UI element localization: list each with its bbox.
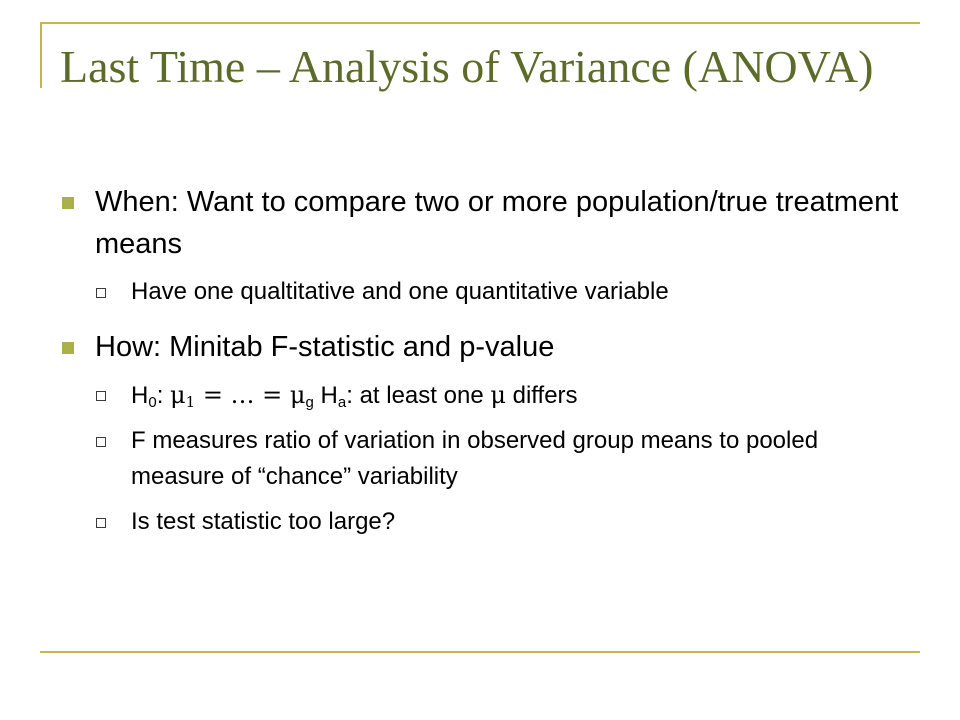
square-bullet-icon: [62, 342, 74, 354]
null-hypothesis: [131, 382, 314, 409]
mu-g-subscript: g: [305, 394, 314, 411]
hollow-square-bullet-icon: [96, 288, 106, 298]
sub-bullet-hypotheses: [58, 377, 908, 414]
slide-content: [58, 181, 908, 540]
h0-letter: H: [131, 382, 149, 409]
slide-title: Last Time – Analysis of Variance (ANOVA): [60, 41, 874, 92]
ha-text: : at least one: [346, 382, 491, 409]
ha-subscript: a: [337, 394, 347, 411]
bullet-when: [58, 181, 908, 265]
mu-symbol: μ: [490, 381, 506, 409]
differs-text: differs: [505, 382, 578, 409]
mu-1-symbol: μ: [170, 381, 186, 409]
sub-bullet-f-measures: [58, 423, 908, 495]
ha-letter: H: [320, 382, 338, 409]
sub-bullet-variables: [58, 274, 908, 310]
hollow-square-bullet-icon: [96, 518, 106, 528]
alternative-hypothesis: [321, 382, 578, 409]
sub-bullet-f-measures-text: F measures ratio of variation in observed group means to pooled measure of “chance” variability: [131, 427, 819, 490]
bullet-how-text: How: Minitab F-statistic and p-value: [95, 331, 555, 363]
equals-ellipsis: = … =: [195, 381, 290, 409]
mu-1-subscript: 1: [185, 393, 196, 411]
sub-bullet-variables-text: Have one qualtitative and one quantitative variable: [131, 278, 669, 305]
mu-g-symbol: μ: [289, 381, 306, 409]
hollow-square-bullet-icon: [96, 391, 106, 401]
h0-colon: :: [156, 382, 171, 409]
square-bullet-icon: [62, 197, 74, 209]
h0-subscript: 0: [148, 394, 157, 411]
top-rule: [40, 22, 920, 24]
hollow-square-bullet-icon: [96, 437, 106, 447]
sub-bullet-test-statistic-text: Is test statistic too large?: [131, 508, 396, 535]
left-rule: [40, 22, 42, 88]
bullet-how: [58, 326, 908, 368]
bottom-rule: [40, 651, 920, 653]
bullet-when-text: When: Want to compare two or more population/true treatment means: [95, 186, 899, 260]
sub-bullet-test-statistic: [58, 504, 908, 540]
